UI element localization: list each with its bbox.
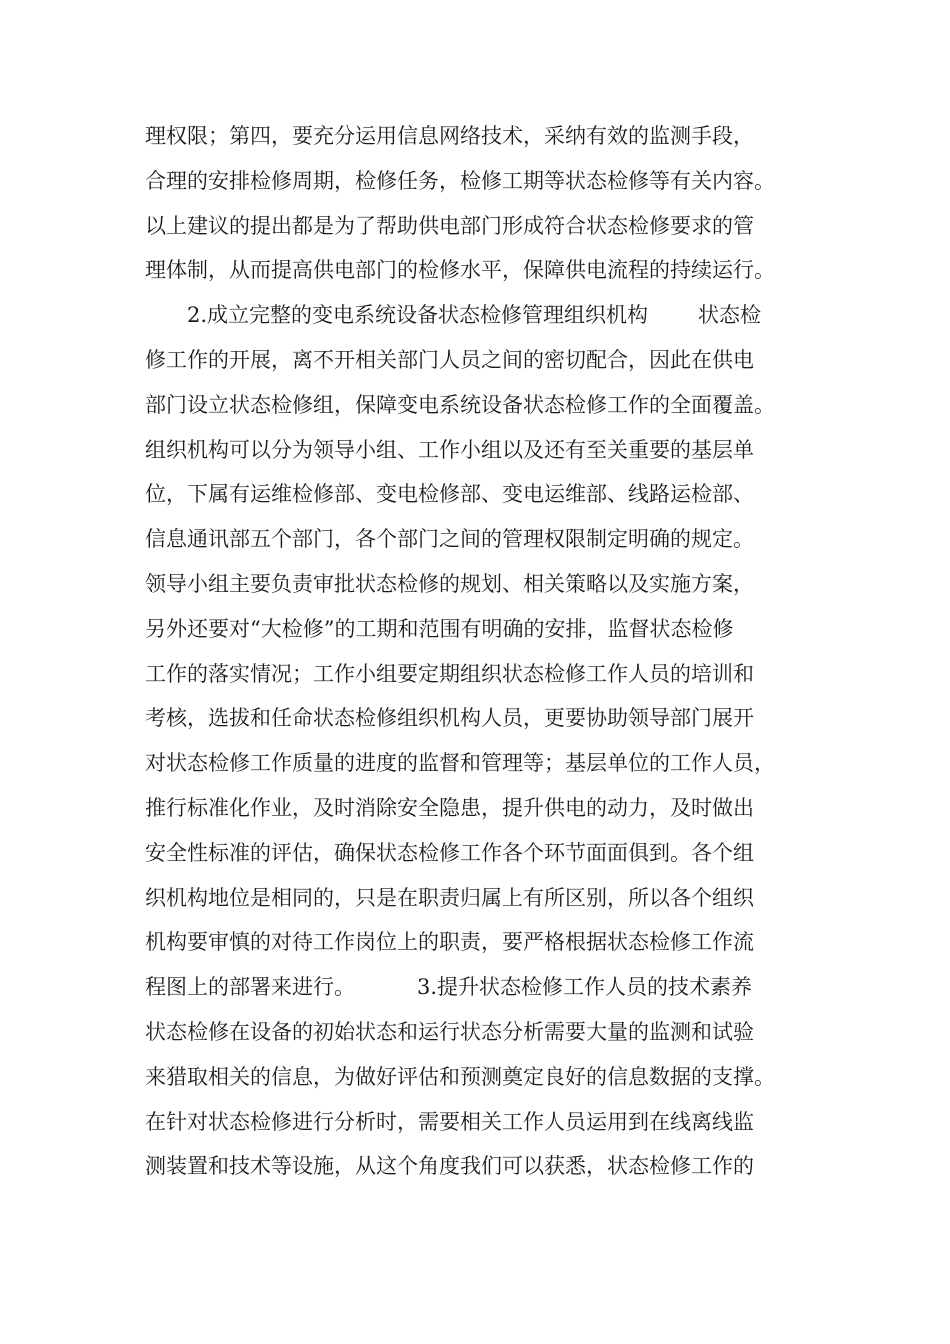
text-segment: 程图上的部署来进行。: [145, 975, 355, 1000]
text-line: 状态检修在设备的初始状态和运行状态分析需要大量的监测和试验: [145, 1019, 754, 1044]
text-line: 信息通讯部五个部门，各个部门之间的管理权限制定明确的规定。: [145, 527, 754, 552]
text-line: 工作的落实情况；工作小组要定期组织状态检修工作人员的培训和: [145, 661, 754, 686]
text-line: 对状态检修工作质量的进度的监督和管理等；基层单位的工作人员，: [145, 751, 775, 776]
text-line: 理体制，从而提高供电部门的检修水平，保障供电流程的持续运行。: [145, 258, 775, 283]
text-line: 位，下属有运维检修部、变电检修部、变电运维部、线路运检部、: [145, 482, 754, 507]
text-line: 修工作的开展，离不开相关部门人员之间的密切配合，因此在供电: [145, 347, 754, 372]
text-line: 组织机构可以分为领导小组、工作小组以及还有至关重要的基层单: [145, 437, 754, 462]
text-line: 推行标准化作业，及时消除安全隐患，提升供电的动力，及时做出: [145, 795, 754, 820]
text-line: 在针对状态检修进行分析时，需要相关工作人员运用到在线离线监: [145, 1109, 754, 1134]
text-line: 安全性标准的评估，确保状态检修工作各个环节面面俱到。各个组: [145, 840, 754, 865]
text-line: 部门设立状态检修组，保障变电系统设备状态检修工作的全面覆盖。: [145, 392, 775, 417]
text-line: 来猎取相关的信息，为做好评估和预测奠定良好的信息数据的支撑。: [145, 1064, 775, 1089]
text-line: 另外还要对“大检修”的工期和范围有明确的安排，监督状态检修: [145, 616, 734, 641]
text-line: 织机构地位是相同的，只是在职责归属上有所区别，所以各个组织: [145, 885, 754, 910]
section-heading-line: [145, 293, 825, 338]
text-segment: 状态检: [698, 303, 762, 328]
text-line: 测装置和技术等设施，从这个角度我们可以获悉，状态检修工作的: [145, 1154, 754, 1179]
text-line: 合理的安排检修周期，检修任务，检修工期等状态检修等有关内容。: [145, 168, 775, 193]
section-heading-line: [145, 965, 825, 1010]
text-line: 以上建议的提出都是为了帮助供电部门形成符合状态检修要求的管: [145, 213, 754, 238]
section-heading-3: 3.提升状态检修工作人员的技术素养: [417, 975, 753, 1000]
text-line: 理权限；第四，要充分运用信息网络技术，采纳有效的监测手段，: [145, 124, 754, 148]
text-line: 领导小组主要负责审批状态检修的规划、相关策略以及实施方案，: [145, 571, 754, 596]
text-line: 考核，选拔和任命状态检修组织机构人员，更要协助领导部门展开: [145, 706, 754, 731]
text-line: 机构要审慎的对待工作岗位上的职责，要严格根据状态检修工作流: [145, 930, 754, 955]
body-text: [145, 114, 825, 1189]
section-heading-2: 2.成立完整的变电系统设备状态检修管理组织机构: [187, 303, 649, 328]
